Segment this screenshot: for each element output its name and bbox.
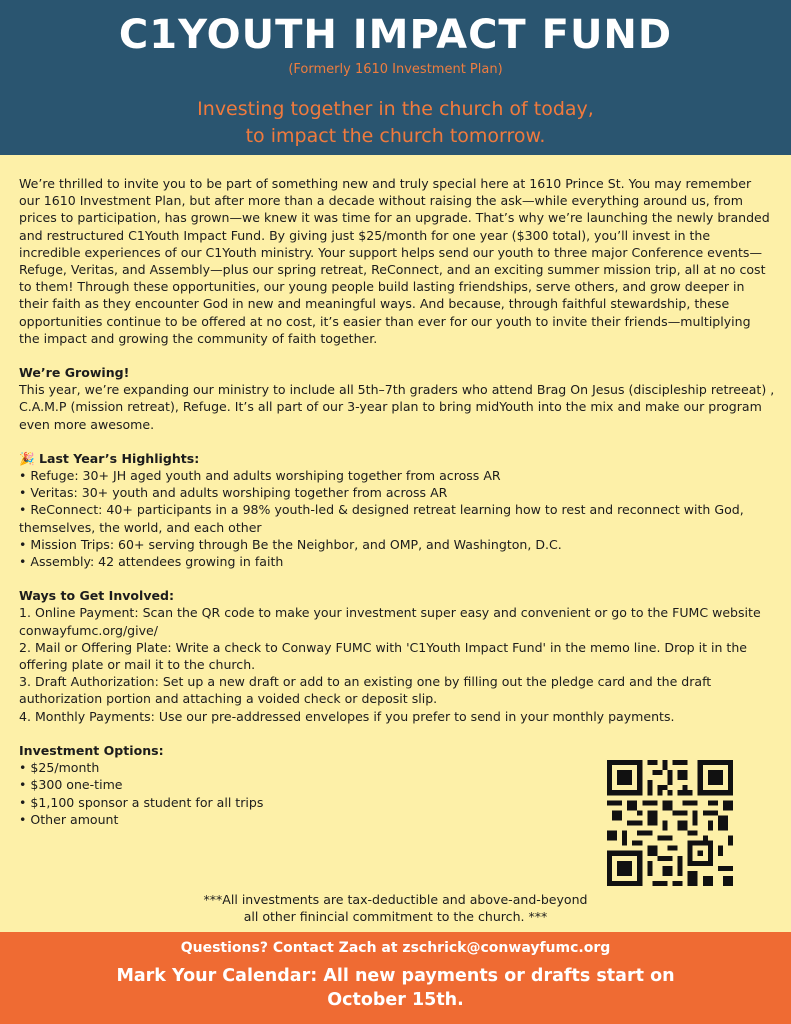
tagline-line-1: Investing together in the church of today,: [197, 98, 594, 120]
highlight-item-veritas: • Veritas: 30+ youth and adults worshiping together from across AR: [19, 485, 448, 501]
highlight-item-reconnect: • ReConnect: 40+ participants in a 98% youth-led & designed retreat learning how to rest and reconnect with God, themselves, the world, and each other: [19, 502, 744, 535]
header-banner: [0, 0, 791, 155]
involved-item-mail: 2. Mail or Offering Plate: Write a check to Conway FUMC with 'C1Youth Impact Fund' in the memo line. Drop it in the offering plate or mail it to the church.: [19, 639, 748, 673]
involved-item-online: 1. Online Payment: Scan the QR code to make your investment super easy and convenient or go to the FUMC website conwayfumc.org/give/: [19, 605, 761, 638]
highlight-item-assembly: • Assembly: 42 attendees growing in faith: [19, 554, 284, 570]
highlights-heading: [19, 450, 775, 467]
calendar-notice: [0, 964, 791, 1012]
formerly-subtitle: (Formerly 1610 Investment Plan): [288, 62, 503, 77]
disclaimer-line-1: ***All investments are tax-deductible and above-and-beyond: [203, 892, 588, 907]
involved-item-monthly: 4. Monthly Payments: Use our pre-addressed envelopes if you prefer to send in your monthly payments.: [19, 708, 675, 724]
growing-body: This year, we’re expanding our ministry to include all 5th–7th graders who attend Brag On Jesus (discipleship retreeat) , C.A.M.P (mission retreat), Refuge. It’s all part of our 3-year plan to bring midYouth into the mix and make our program even more awesome.: [19, 382, 775, 432]
main-content: [19, 175, 775, 828]
disclaimer-line-2: all other finincial commitment to the church. ***: [243, 909, 548, 925]
tax-disclaimer: [0, 891, 791, 925]
calendar-line-2: October 15th.: [327, 990, 464, 1010]
page-title: C1YOUTH IMPACT FUND: [118, 12, 673, 58]
investment-option-other: • Other amount: [19, 811, 119, 827]
tagline: [0, 96, 791, 150]
highlights-heading-text: Last Year’s Highlights:: [39, 450, 200, 466]
investment-option-onetime: • $300 one-time: [19, 777, 123, 793]
highlight-item-refuge: • Refuge: 30+ JH aged youth and adults worshiping together from across AR: [19, 468, 501, 484]
intro-paragraph: We’re thrilled to invite you to be part of something new and truly special here at 1610 Prince St. You may remember our 1610 Investment Plan, but after more than a decade without raising the ask—while everything around us, from prices to participation, has grown—we knew it was time for an upgrade. That’s why we’re launching the newly branded and restructured C1Youth Impact Fund. By giving just $25/month for one year ($300 total), you’ll invest in the incredible experiences of our C1Youth ministry. Your support helps send our youth to three major Conference events—Refuge, Veritas, and Assembly—plus our spring retreat, ReConnect, and an exciting summer mission trip, all at no cost to them! Through these opportunities, our young people build lasting friendships, serve others, and grow deeper in their faith as they encounter God in new and meaningful ways. And because, through faithful stewardship, these opportunities continue to be offered at no cost, it’s easier than ever for our youth to invite their friends—multiplying the impact and growing the community of faith together.: [19, 176, 770, 346]
highlight-item-mission-trips: • Mission Trips: 60+ serving through Be the Neighbor, and OMP, and Washington, D.C.: [19, 536, 562, 552]
investment-option-sponsor: • $1,100 sponsor a student for all trips: [19, 794, 264, 810]
investment-option-monthly: • $25/month: [19, 760, 100, 776]
tagline-line-2: to impact the church tomorrow.: [245, 125, 546, 147]
calendar-line-1: Mark Your Calendar: All new payments or drafts start on: [116, 966, 675, 986]
party-popper-icon: 🎉: [19, 450, 35, 466]
growing-heading: We’re Growing!: [19, 365, 130, 381]
footer-banner: [0, 932, 791, 1024]
involved-item-draft: 3. Draft Authorization: Set up a new draft or add to an existing one by filling out the pledge card and the draft authorization portion and attaching a voided check or deposit slip.: [19, 674, 712, 707]
involved-heading: Ways to Get Involved:: [19, 588, 175, 604]
investment-heading: Investment Options:: [19, 742, 164, 758]
qr-code[interactable]: [607, 760, 733, 886]
contact-line[interactable]: Questions? Contact Zach at zschrick@conwayfumc.org: [180, 940, 611, 956]
